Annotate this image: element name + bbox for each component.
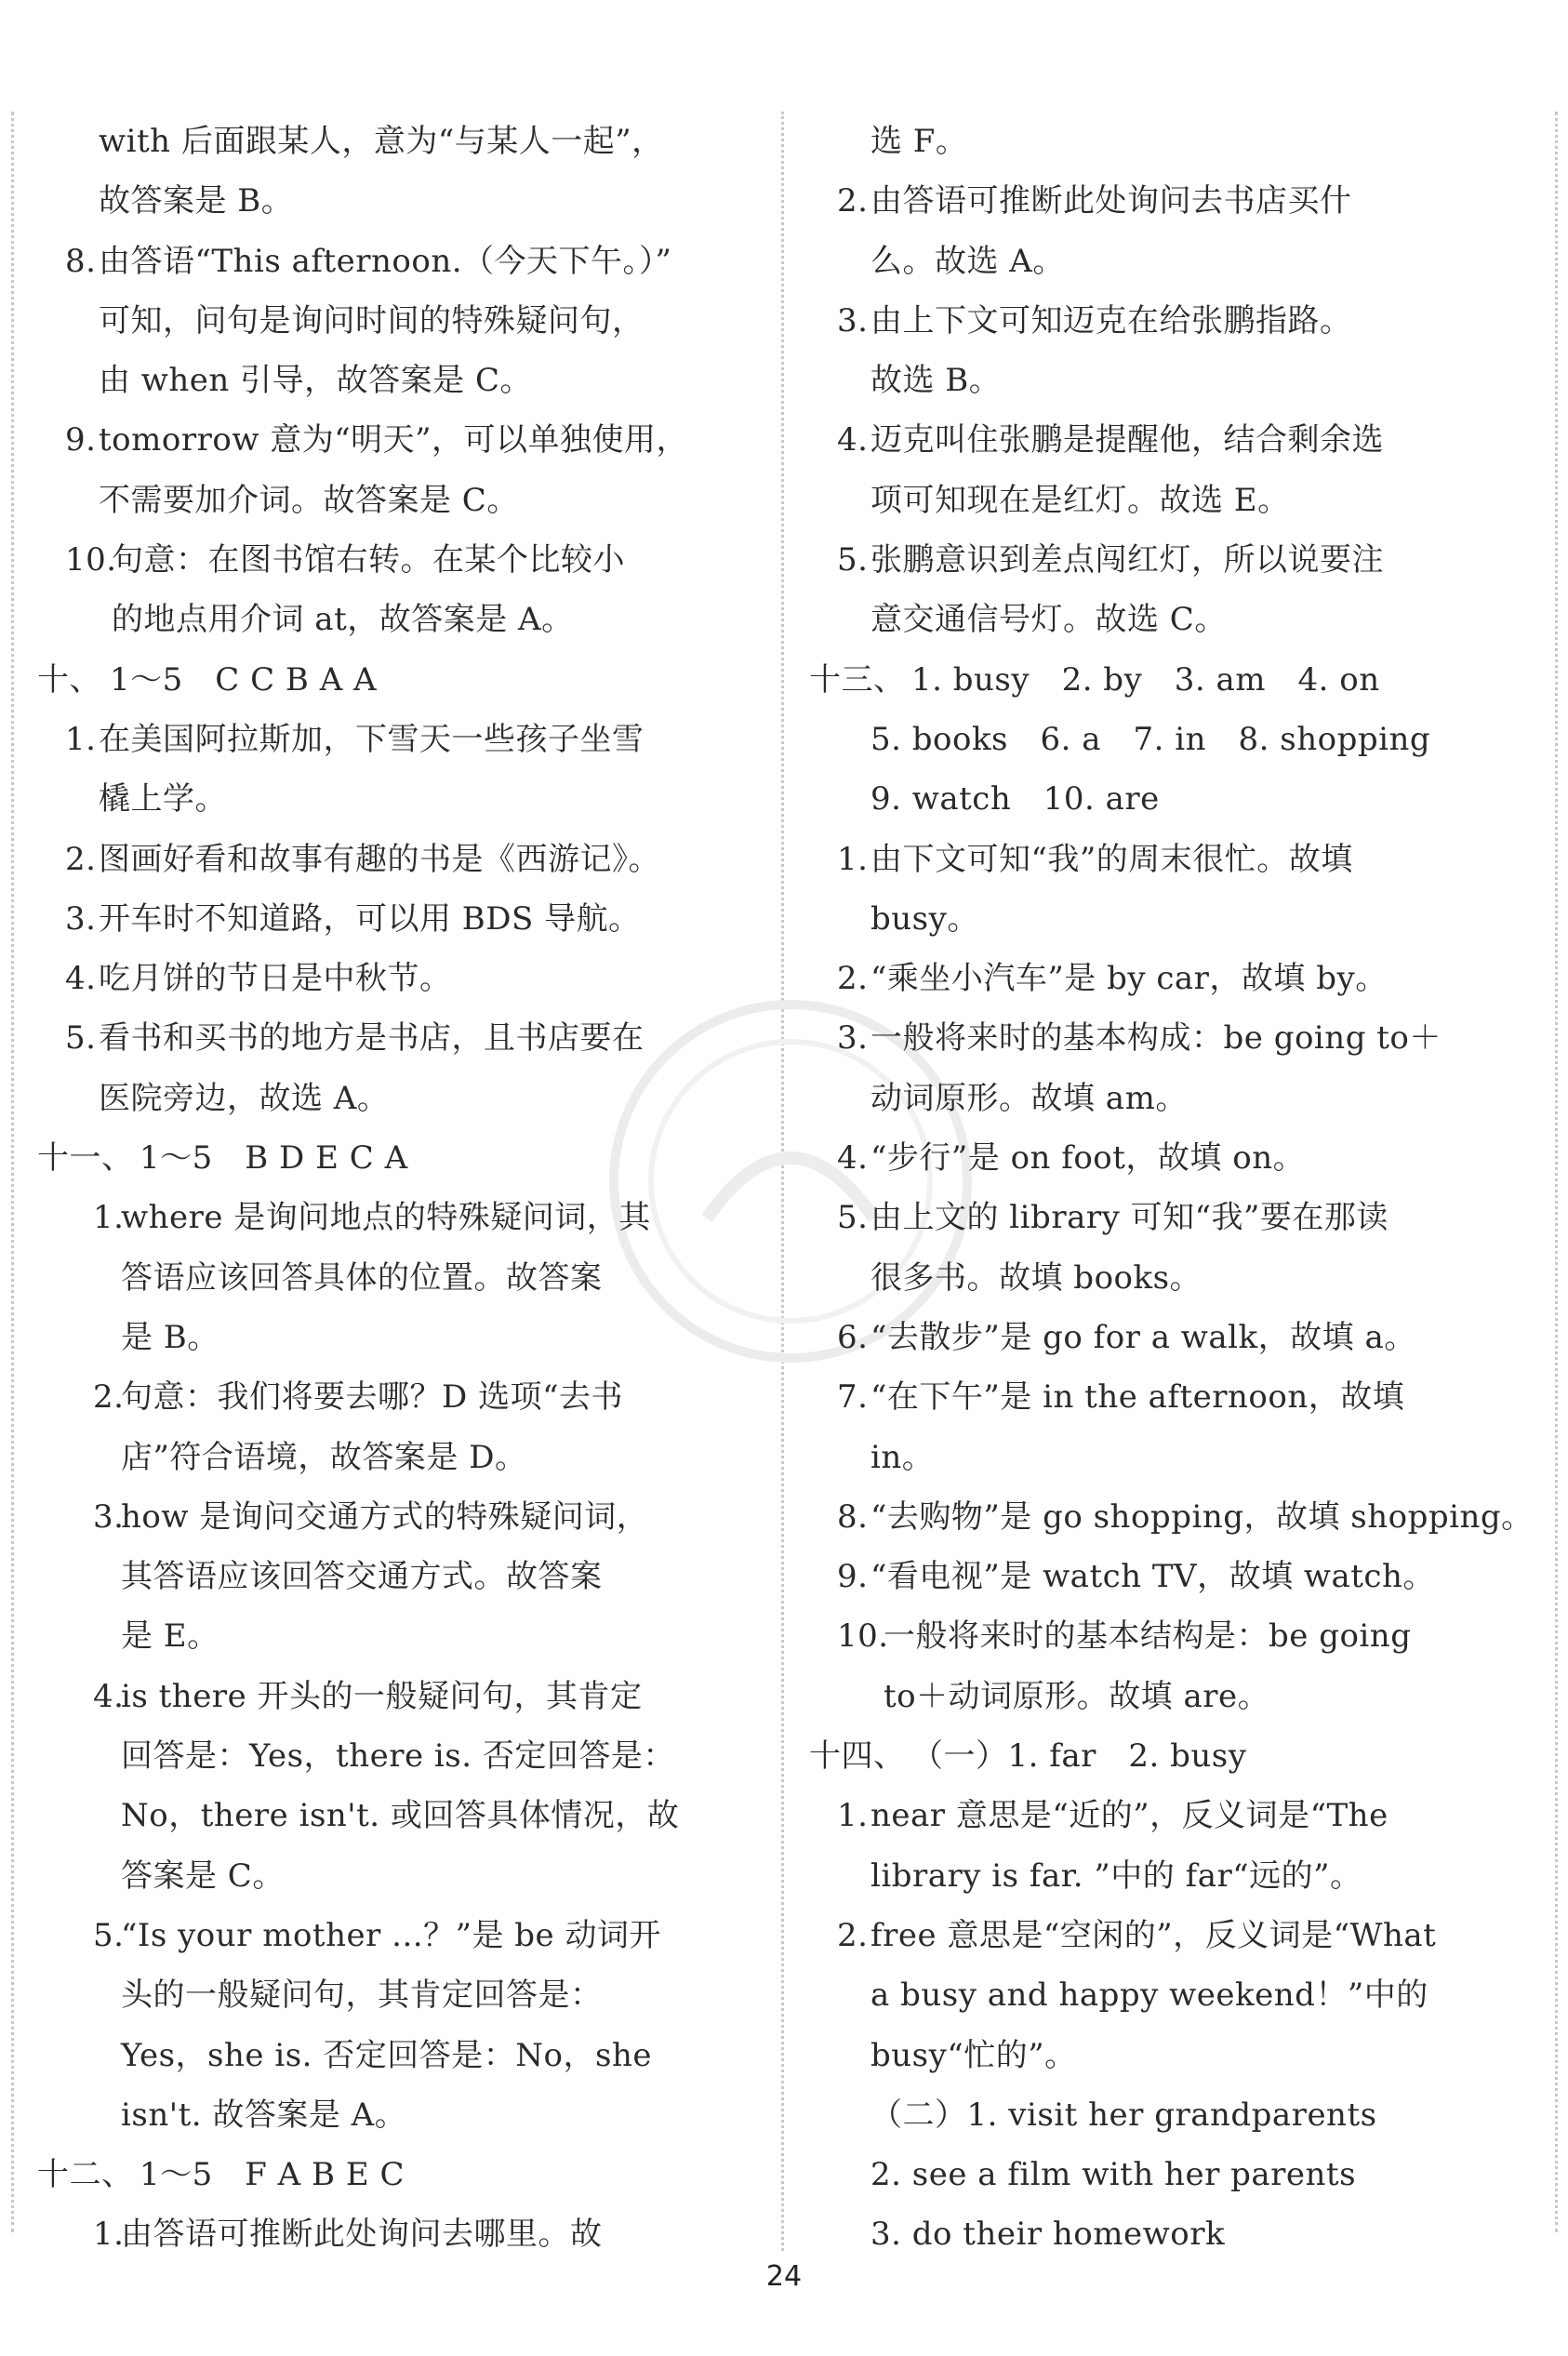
line-text: “步行”是 on foot，故填 on。 (870, 1139, 1306, 1178)
item-number: 4. (65, 960, 97, 998)
text-line (37, 410, 763, 470)
text-line (37, 590, 763, 649)
item-number: 1. (837, 840, 869, 878)
item-number: 6. (837, 1318, 869, 1356)
line-text: 选 F。 (870, 123, 968, 160)
text-line (809, 291, 1525, 351)
line-text: 在美国阿拉斯加，下雪天一些孩子坐雪 (99, 720, 644, 758)
line-text: 句意：在图书馆右转。在某个比较小 (112, 541, 625, 579)
text-line (37, 1786, 763, 1845)
text-line (37, 1008, 763, 1068)
line-text: “看电视”是 watch TV，故填 watch。 (870, 1558, 1435, 1596)
text-line (809, 471, 1525, 530)
text-line (37, 650, 763, 710)
text-line (37, 1846, 763, 1906)
text-line (37, 291, 763, 351)
item-number: 5. (93, 1916, 125, 1954)
line-text: is there 开头的一般疑问句，其肯定 (121, 1677, 643, 1715)
text-line (37, 1606, 763, 1666)
line-text: 图画好看和故事有趣的书是《西游记》。 (99, 840, 660, 878)
text-line (809, 1906, 1525, 1965)
line-text: 由答语可推断此处询问去哪里。故 (121, 2216, 603, 2254)
text-line (809, 889, 1525, 949)
text-line (809, 1008, 1525, 1068)
text-line (37, 471, 763, 530)
item-number: 5. (65, 1019, 97, 1058)
line-text: 2. see a film with her parents (870, 2156, 1357, 2194)
item-number: 4. (93, 1677, 125, 1715)
item-number: 2. (837, 960, 869, 998)
text-line (809, 410, 1525, 470)
line-text: 的地点用介词 at，故答案是 A。 (112, 601, 574, 639)
text-line (809, 650, 1525, 710)
text-line (37, 1188, 763, 1247)
text-line (37, 1367, 763, 1427)
line-text: “Is your mother ...？”是 be 动词开 (121, 1916, 661, 1954)
line-text: 吃月饼的节日是中秋节。 (99, 960, 452, 998)
line-text: 动词原形。故填 am。 (870, 1079, 1188, 1117)
item-number: 2. (837, 182, 869, 220)
line-text: 张鹏意识到差点闯红灯，所以说要注 (870, 541, 1384, 579)
left-margin-rule (11, 112, 14, 2232)
line-text: busy。 (870, 899, 979, 938)
text-line (809, 1248, 1525, 1308)
line-text: library is far. ”中的 far“远的”。 (870, 1857, 1362, 1895)
text-line (809, 112, 1525, 171)
line-text: 不需要加介词。故答案是 C。 (99, 481, 519, 519)
line-text: “乘坐小汽车”是 by car，故填 by。 (870, 960, 1388, 998)
item-number: 1. (93, 2216, 125, 2254)
line-text: near 意思是“近的”，反义词是“The (870, 1797, 1389, 1835)
line-text: 回答是：Yes，there is. 否定回答是： (121, 1737, 675, 1776)
line-text: in。 (870, 1438, 935, 1476)
page-number: 24 (765, 2260, 803, 2293)
right-margin-rule (1555, 112, 1558, 2232)
line-text: “去购物”是 go shopping，故填 shopping。 (870, 1497, 1534, 1536)
text-line (37, 1667, 763, 1726)
section-number: 十四、 (809, 1737, 906, 1776)
text-line (809, 949, 1525, 1008)
line-text: 由 when 引导，故答案是 C。 (99, 362, 532, 400)
text-line (37, 112, 763, 171)
text-line (809, 1128, 1525, 1188)
line-text: busy“忙的”。 (870, 2036, 1077, 2074)
line-text: 故选 B。 (870, 362, 1002, 400)
item-number: 9. (837, 1558, 869, 1596)
text-line (37, 830, 763, 889)
line-text: 很多书。故填 books。 (870, 1258, 1203, 1297)
text-line (37, 949, 763, 1008)
line-text: 由答语“This afternoon.（今天下午。）” (99, 242, 672, 280)
line-text: 由答语可推断此处询问去书店买什 (870, 182, 1352, 220)
text-line (809, 590, 1525, 649)
section-number: 十、 (37, 660, 101, 699)
item-number: 5. (837, 541, 869, 579)
line-text: free 意思是“空闲的”，反义词是“What (870, 1916, 1437, 1954)
text-line (809, 1069, 1525, 1128)
item-number: 5. (837, 1199, 869, 1237)
line-text: “在下午”是 in the afternoon，故填 (870, 1378, 1405, 1417)
text-line (809, 1667, 1525, 1726)
item-number: 4. (837, 1139, 869, 1178)
line-text: 3. do their homework (870, 2216, 1226, 2254)
text-line (37, 2204, 763, 2264)
item-number: 7. (837, 1378, 869, 1417)
text-line (809, 830, 1525, 889)
item-number: 2. (837, 1916, 869, 1954)
text-line (809, 710, 1525, 769)
line-text: 1～5 F A B E C (140, 2156, 405, 2194)
line-text: 医院旁边，故选 A。 (99, 1079, 390, 1117)
item-number: 10. (65, 541, 117, 579)
line-text: 是 E。 (121, 1617, 219, 1656)
text-line (37, 1906, 763, 1965)
line-text: 项可知现在是红灯。故选 E。 (870, 481, 1290, 519)
line-text: 由上文的 library 可知“我”要在那读 (870, 1199, 1389, 1237)
text-line (37, 1726, 763, 1786)
line-text: 9. watch 10. are (870, 780, 1160, 819)
item-number: 3. (837, 301, 869, 339)
line-text: 1～5 B D E C A (140, 1139, 408, 1178)
line-text: 是 B。 (121, 1318, 219, 1356)
text-line (37, 1069, 763, 1128)
text-line (809, 1726, 1525, 1786)
line-text: 一般将来时的基本构成：be going to＋ (870, 1019, 1442, 1058)
line-text: 句意：我们将要去哪？D 选项“去书 (121, 1378, 623, 1417)
text-line (809, 2085, 1525, 2145)
text-line (809, 351, 1525, 410)
text-line (809, 171, 1525, 231)
text-line (37, 171, 763, 231)
text-line (37, 1428, 763, 1487)
line-text: 1. busy 2. by 3. am 4. on (911, 660, 1380, 699)
line-text: 橇上学。 (99, 780, 227, 819)
text-line (809, 2204, 1525, 2264)
text-line (809, 2145, 1525, 2204)
line-text: with 后面跟某人，意为“与某人一起”， (99, 123, 664, 160)
text-line (37, 889, 763, 949)
text-line (809, 232, 1525, 291)
text-line (37, 1547, 763, 1606)
text-line (37, 2026, 763, 2085)
text-line (809, 1428, 1525, 1487)
line-text: 店”符合语境，故答案是 D。 (121, 1438, 527, 1476)
line-text: 由上下文可知迈克在给张鹏指路。 (870, 301, 1352, 339)
line-text: 开车时不知道路，可以用 BDS 导航。 (99, 899, 641, 938)
text-line (809, 1487, 1534, 1547)
line-text: a busy and happy weekend！”中的 (870, 1977, 1428, 2015)
line-text: 答语应该回答具体的位置。故答案 (121, 1258, 603, 1297)
line-text: 么。故选 A。 (870, 242, 1065, 280)
text-line (809, 1367, 1525, 1427)
text-line (37, 530, 763, 590)
line-text: where 是询问地点的特殊疑问词，其 (121, 1199, 651, 1237)
line-text: to＋动词原形。故填 are。 (884, 1677, 1270, 1715)
text-line (37, 2085, 763, 2145)
right-column (809, 112, 1534, 2265)
line-text: isn't. 故答案是 A。 (121, 2096, 407, 2134)
line-text: No，there isn't. 或回答具体情况，故 (121, 1797, 680, 1835)
text-line (809, 1606, 1525, 1666)
line-text: 可知，问句是询问时间的特殊疑问句， (99, 301, 644, 339)
text-line (37, 1487, 763, 1547)
item-number: 1. (65, 720, 97, 758)
text-line (809, 1188, 1525, 1247)
item-number: 2. (93, 1378, 125, 1417)
text-line (809, 1786, 1525, 1845)
item-number: 3. (65, 899, 97, 938)
line-text: 5. books 6. a 7. in 8. shopping (870, 720, 1431, 758)
section-number: 十二、 (37, 2156, 134, 2194)
item-number: 3. (837, 1019, 869, 1058)
line-text: 一般将来时的基本结构是：be going (884, 1617, 1412, 1656)
column-divider (781, 112, 784, 2251)
item-number: 2. (65, 840, 97, 878)
line-text: 其答语应该回答交通方式。故答案 (121, 1558, 603, 1596)
text-line (37, 2145, 763, 2204)
text-line (809, 530, 1525, 590)
text-line (809, 1547, 1525, 1606)
line-text: 1～5 C C B A A (110, 660, 378, 699)
line-text: 答案是 C。 (121, 1857, 285, 1895)
line-text: 意交通信号灯。故选 C。 (870, 601, 1227, 639)
item-number: 8. (837, 1497, 869, 1536)
line-text: 故答案是 B。 (99, 182, 294, 220)
text-line (809, 2026, 1525, 2085)
text-line (37, 1308, 763, 1367)
text-line (37, 1965, 763, 2025)
line-text: （二）1. visit her grandparents (870, 2096, 1377, 2134)
text-line (809, 1308, 1525, 1367)
line-text: 看书和买书的地方是书店，且书店要在 (99, 1019, 644, 1058)
item-number: 1. (93, 1199, 125, 1237)
line-text: tomorrow 意为“明天”，可以单独使用， (99, 421, 688, 459)
line-text: 头的一般疑问句，其肯定回答是： (121, 1977, 603, 2015)
text-line (809, 1846, 1525, 1906)
item-number: 4. (837, 421, 869, 459)
text-line (37, 351, 763, 410)
line-text: 迈克叫住张鹏是提醒他，结合剩余选 (870, 421, 1384, 459)
item-number: 10. (837, 1617, 889, 1656)
text-line (809, 1965, 1525, 2025)
item-number: 9. (65, 421, 97, 459)
section-number: 十一、 (37, 1139, 134, 1178)
line-text: 由下文可知“我”的周末很忙。故填 (870, 840, 1353, 878)
text-line (37, 769, 763, 829)
text-line (37, 710, 763, 769)
line-text: how 是询问交通方式的特殊疑问词， (121, 1497, 649, 1536)
text-line (809, 769, 1525, 829)
line-text: “去散步”是 go for a walk，故填 a。 (870, 1318, 1416, 1356)
item-number: 8. (65, 242, 97, 280)
item-number: 3. (93, 1497, 125, 1536)
text-line (37, 1128, 763, 1188)
text-line (37, 1248, 763, 1308)
text-line (37, 232, 763, 291)
line-text: （一）1. far 2. busy (911, 1737, 1247, 1776)
line-text: Yes，she is. 否定回答是：No，she (121, 2036, 652, 2074)
item-number: 1. (837, 1797, 869, 1835)
left-column (37, 112, 763, 2265)
section-number: 十三、 (809, 660, 906, 699)
